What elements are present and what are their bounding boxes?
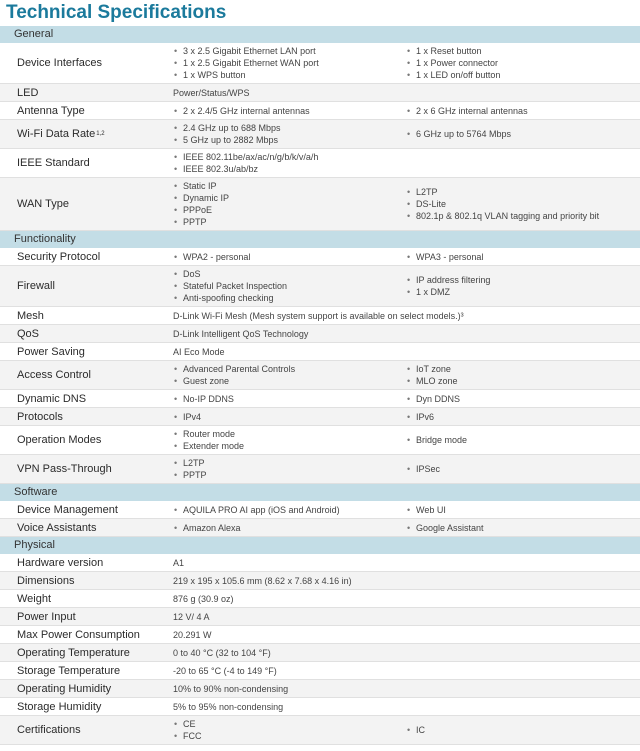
spec-values: [167, 266, 640, 306]
spec-label: [0, 626, 167, 643]
spec-value: Power/Status/WPS: [173, 87, 250, 98]
bullet-list: [173, 363, 400, 387]
spec-label-text: Max Power Consumption: [17, 628, 140, 641]
spec-label-text: Storage Temperature: [17, 664, 121, 677]
spec-label-text: Protocols: [17, 410, 63, 423]
spec-value-column: [167, 251, 400, 263]
spec-table: [0, 26, 640, 745]
spec-value: -20 to 65 °C (-4 to 149 °F): [173, 665, 277, 676]
bullet-list: [406, 522, 640, 534]
spec-label-text: Power Saving: [17, 345, 85, 358]
spec-label: [0, 590, 167, 607]
bullet-item: • Static IP: [173, 180, 400, 192]
footnote-marker: 1,2: [96, 131, 105, 137]
spec-label: [0, 716, 167, 744]
spec-label: [0, 178, 167, 230]
bullet-list: [406, 434, 640, 446]
spec-row-power-input: [0, 608, 640, 626]
spec-label-text: Hardware version: [17, 556, 104, 569]
spec-row-access-control: [0, 361, 640, 390]
spec-value-column: [167, 411, 400, 423]
spec-label: [0, 426, 167, 454]
spec-row-dimensions: [0, 572, 640, 590]
spec-label: [0, 680, 167, 697]
bullet-list: [173, 251, 400, 263]
spec-value-column: [167, 457, 400, 481]
spec-row-protocols: [0, 408, 640, 426]
spec-value-column: [167, 718, 400, 742]
spec-value: A1: [173, 557, 185, 568]
spec-label-text: QoS: [17, 327, 40, 340]
bullet-list: [406, 128, 640, 140]
bullet-item: • 2 x 6 GHz internal antennas: [406, 105, 640, 117]
bullet-item: • L2TP: [406, 186, 640, 198]
bullet-item: • Bridge mode: [406, 434, 640, 446]
spec-label-text: Access Control: [17, 369, 91, 381]
bullet-item: • IPSec: [406, 463, 640, 475]
spec-values: [167, 426, 640, 454]
bullet-item: • WPA3 - personal: [406, 251, 640, 263]
bullet-list: [173, 122, 400, 146]
bullet-list: [406, 251, 640, 263]
spec-label: [0, 608, 167, 625]
spec-label: [0, 361, 167, 389]
spec-values: [167, 43, 640, 83]
bullet-item: • 6 GHz up to 5764 Mbps: [406, 128, 640, 140]
spec-value-column: [167, 105, 400, 117]
spec-label-text: Dimensions: [17, 574, 75, 587]
spec-label: [0, 102, 167, 119]
spec-label: [0, 390, 167, 407]
spec-value-column: [400, 411, 640, 423]
spec-values: [167, 361, 640, 389]
spec-label: [0, 572, 167, 589]
bullet-item: • 1 x LED on/off button: [406, 69, 640, 81]
spec-row-voice-assistants: [0, 519, 640, 537]
spec-label-text: Certifications: [17, 724, 81, 736]
spec-row-device-management: [0, 501, 640, 519]
spec-value-column: [167, 393, 400, 405]
spec-value-column: [167, 45, 400, 81]
bullet-list: [173, 504, 400, 516]
spec-value: D-Link Intelligent QoS Technology: [173, 328, 309, 339]
bullet-item: • Extender mode: [173, 440, 400, 452]
bullet-list: [173, 428, 400, 452]
spec-label: [0, 343, 167, 360]
bullet-item: • 802.1p & 802.1q VLAN tagging and priority bit: [406, 210, 640, 222]
bullet-item: • 1 x Power connector: [406, 57, 640, 69]
bullet-list: [173, 45, 400, 81]
bullet-item: • DS-Lite: [406, 198, 640, 210]
bullet-item: • DoS: [173, 268, 400, 280]
spec-label-text: Power Input: [17, 610, 76, 623]
bullet-list: [173, 393, 400, 405]
bullet-item: • IEEE 802.3u/ab/bz: [173, 163, 400, 175]
spec-label-text: Device Interfaces: [17, 57, 102, 69]
bullet-item: • L2TP: [173, 457, 400, 469]
spec-row-firewall: [0, 266, 640, 307]
spec-value-column: [400, 724, 640, 736]
bullet-item: • IPv4: [173, 411, 400, 423]
spec-row-wi-fi-data-rate: [0, 120, 640, 149]
spec-value-column: [400, 251, 640, 263]
spec-row-mesh: [0, 307, 640, 325]
spec-label: [0, 43, 167, 83]
bullet-list: [173, 151, 400, 175]
bullet-item: • Google Assistant: [406, 522, 640, 534]
spec-label-text: WAN Type: [17, 198, 69, 210]
bullet-item: • Anti-spoofing checking: [173, 292, 400, 304]
spec-label: [0, 644, 167, 661]
spec-row-antenna-type: [0, 102, 640, 120]
spec-value-column: [400, 45, 640, 81]
bullet-item: • IPv6: [406, 411, 640, 423]
spec-label: [0, 307, 167, 324]
bullet-list: [406, 274, 640, 298]
spec-label-text: Weight: [17, 592, 52, 605]
section-header-functionality: Functionality: [0, 231, 640, 248]
spec-row-dynamic-dns: [0, 390, 640, 408]
spec-label-text: Mesh: [17, 309, 44, 322]
spec-value: 876 g (30.9 oz): [173, 593, 234, 604]
bullet-list: [173, 180, 400, 228]
spec-value-column: [400, 504, 640, 516]
spec-row-ieee-standard: [0, 149, 640, 178]
spec-label: [0, 266, 167, 306]
bullet-item: • PPPoE: [173, 204, 400, 216]
spec-value-column: [400, 393, 640, 405]
spec-label-text: Operating Humidity: [17, 682, 112, 695]
spec-value-column: [167, 151, 400, 175]
section-header-physical: Physical: [0, 537, 640, 554]
spec-row-wan-type: [0, 178, 640, 231]
spec-label: [0, 248, 167, 265]
spec-label-text: Operation Modes: [17, 434, 102, 446]
bullet-item: • 1 x WPS button: [173, 69, 400, 81]
spec-values: [167, 455, 640, 483]
bullet-list: [173, 105, 400, 117]
spec-label-text: VPN Pass-Through: [17, 463, 112, 475]
bullet-item: • Stateful Packet Inspection: [173, 280, 400, 292]
bullet-item: • IC: [406, 724, 640, 736]
spec-label-text: LED: [17, 86, 39, 99]
spec-values: [167, 501, 640, 518]
spec-values: [167, 248, 640, 265]
spec-row-led: [0, 84, 640, 102]
spec-row-certifications: [0, 716, 640, 745]
bullet-list: [173, 522, 400, 534]
bullet-list: [406, 411, 640, 423]
spec-values: [167, 716, 640, 744]
spec-value-column: [167, 122, 400, 146]
bullet-list: [406, 504, 640, 516]
bullet-list: [173, 718, 400, 742]
bullet-item: • 3 x 2.5 Gigabit Ethernet LAN port: [173, 45, 400, 57]
spec-row-operating-temperature: [0, 644, 640, 662]
spec-label: [0, 408, 167, 425]
section-header-general: General: [0, 26, 640, 43]
bullet-item: • 1 x Reset button: [406, 45, 640, 57]
bullet-item: • 2.4 GHz up to 688 Mbps: [173, 122, 400, 134]
spec-label-text: Device Management: [17, 503, 118, 516]
spec-label: [0, 84, 167, 101]
spec-row-storage-humidity: [0, 698, 640, 716]
spec-row-vpn-pass-through: [0, 455, 640, 484]
spec-values: [167, 120, 640, 148]
spec-value-column: [400, 186, 640, 222]
spec-label: [0, 455, 167, 483]
spec-row-operating-humidity: [0, 680, 640, 698]
spec-values: [167, 408, 640, 425]
bullet-list: [406, 45, 640, 81]
bullet-item: • IEEE 802.11be/ax/ac/n/g/b/k/v/a/h: [173, 151, 400, 163]
bullet-item: • Dyn DDNS: [406, 393, 640, 405]
spec-row-max-power-consumption: [0, 626, 640, 644]
spec-value: AI Eco Mode: [173, 346, 225, 357]
bullet-item: • CE: [173, 718, 400, 730]
spec-label-text: Voice Assistants: [17, 521, 97, 534]
bullet-list: [173, 411, 400, 423]
page-title: Technical Specifications: [6, 2, 227, 23]
spec-values: [167, 102, 640, 119]
bullet-list: [406, 105, 640, 117]
spec-value-column: [167, 522, 400, 534]
bullet-list: [173, 268, 400, 304]
bullet-list: [173, 457, 400, 481]
spec-value-column: [167, 428, 400, 452]
spec-values: [167, 519, 640, 536]
bullet-list: [406, 186, 640, 222]
bullet-item: • MLO zone: [406, 375, 640, 387]
bullet-item: • IoT zone: [406, 363, 640, 375]
spec-label-text: Storage Humidity: [17, 700, 102, 713]
spec-value: D-Link Wi-Fi Mesh (Mesh system support is available on select models.)³: [173, 310, 464, 321]
spec-value-column: [400, 128, 640, 140]
spec-value: 10% to 90% non-condensing: [173, 683, 289, 694]
bullet-item: • 1 x DMZ: [406, 286, 640, 298]
spec-value-column: [167, 504, 400, 516]
spec-label-text: Dynamic DNS: [17, 392, 87, 405]
bullet-list: [406, 393, 640, 405]
spec-values: [167, 149, 640, 177]
spec-row-weight: [0, 590, 640, 608]
spec-value-column: [400, 522, 640, 534]
spec-values: [167, 390, 640, 407]
bullet-item: • 2 x 2.4/5 GHz internal antennas: [173, 105, 400, 117]
spec-label: [0, 519, 167, 536]
spec-row-hardware-version: [0, 554, 640, 572]
spec-value-column: [167, 180, 400, 228]
spec-row-power-saving: [0, 343, 640, 361]
spec-label-text: IEEE Standard: [17, 157, 90, 169]
spec-label: [0, 120, 167, 148]
bullet-item: • PPTP: [173, 469, 400, 481]
spec-value: 20.291 W: [173, 629, 212, 640]
bullet-item: • AQUILA PRO AI app (iOS and Android): [173, 504, 400, 516]
bullet-item: • Web UI: [406, 504, 640, 516]
spec-label-text: Operating Temperature: [17, 646, 130, 659]
bullet-list: [406, 724, 640, 736]
spec-label: [0, 149, 167, 177]
bullet-item: • Dynamic IP: [173, 192, 400, 204]
bullet-item: • FCC: [173, 730, 400, 742]
spec-value-column: [167, 363, 400, 387]
spec-label: [0, 325, 167, 342]
spec-row-security-protocol: [0, 248, 640, 266]
spec-value: 219 x 195 x 105.6 mm (8.62 x 7.68 x 4.16 in): [173, 575, 352, 586]
spec-label: [0, 662, 167, 679]
bullet-item: • No-IP DDNS: [173, 393, 400, 405]
spec-label-text: Security Protocol: [17, 250, 101, 263]
bullet-item: • PPTP: [173, 216, 400, 228]
spec-value-column: [400, 274, 640, 298]
spec-value: 0 to 40 °C (32 to 104 °F): [173, 647, 271, 658]
bullet-list: [406, 463, 640, 475]
spec-row-qos: [0, 325, 640, 343]
spec-value-column: [167, 268, 400, 304]
spec-label-text: Firewall: [17, 280, 55, 292]
spec-value-column: [400, 434, 640, 446]
bullet-item: • IP address filtering: [406, 274, 640, 286]
spec-row-device-interfaces: [0, 43, 640, 84]
bullet-item: • 1 x 2.5 Gigabit Ethernet WAN port: [173, 57, 400, 69]
bullet-item: • Router mode: [173, 428, 400, 440]
spec-value: 5% to 95% non-condensing: [173, 701, 284, 712]
spec-value-column: [400, 463, 640, 475]
spec-label-text: Antenna Type: [17, 104, 85, 117]
spec-values: [167, 178, 640, 230]
spec-row-operation-modes: [0, 426, 640, 455]
spec-value-column: [400, 105, 640, 117]
spec-label: [0, 501, 167, 518]
spec-value-column: [400, 363, 640, 387]
bullet-list: [406, 363, 640, 387]
section-header-software: Software: [0, 484, 640, 501]
spec-label: [0, 698, 167, 715]
spec-label-text: Wi-Fi Data Rate: [17, 128, 96, 140]
bullet-item: • Amazon Alexa: [173, 522, 400, 534]
bullet-item: • Advanced Parental Controls: [173, 363, 400, 375]
bullet-item: • WPA2 - personal: [173, 251, 400, 263]
spec-value: 12 V/ 4 A: [173, 611, 210, 622]
spec-row-storage-temperature: [0, 662, 640, 680]
bullet-item: • 5 GHz up to 2882 Mbps: [173, 134, 400, 146]
spec-label: [0, 554, 167, 571]
bullet-item: • Guest zone: [173, 375, 400, 387]
